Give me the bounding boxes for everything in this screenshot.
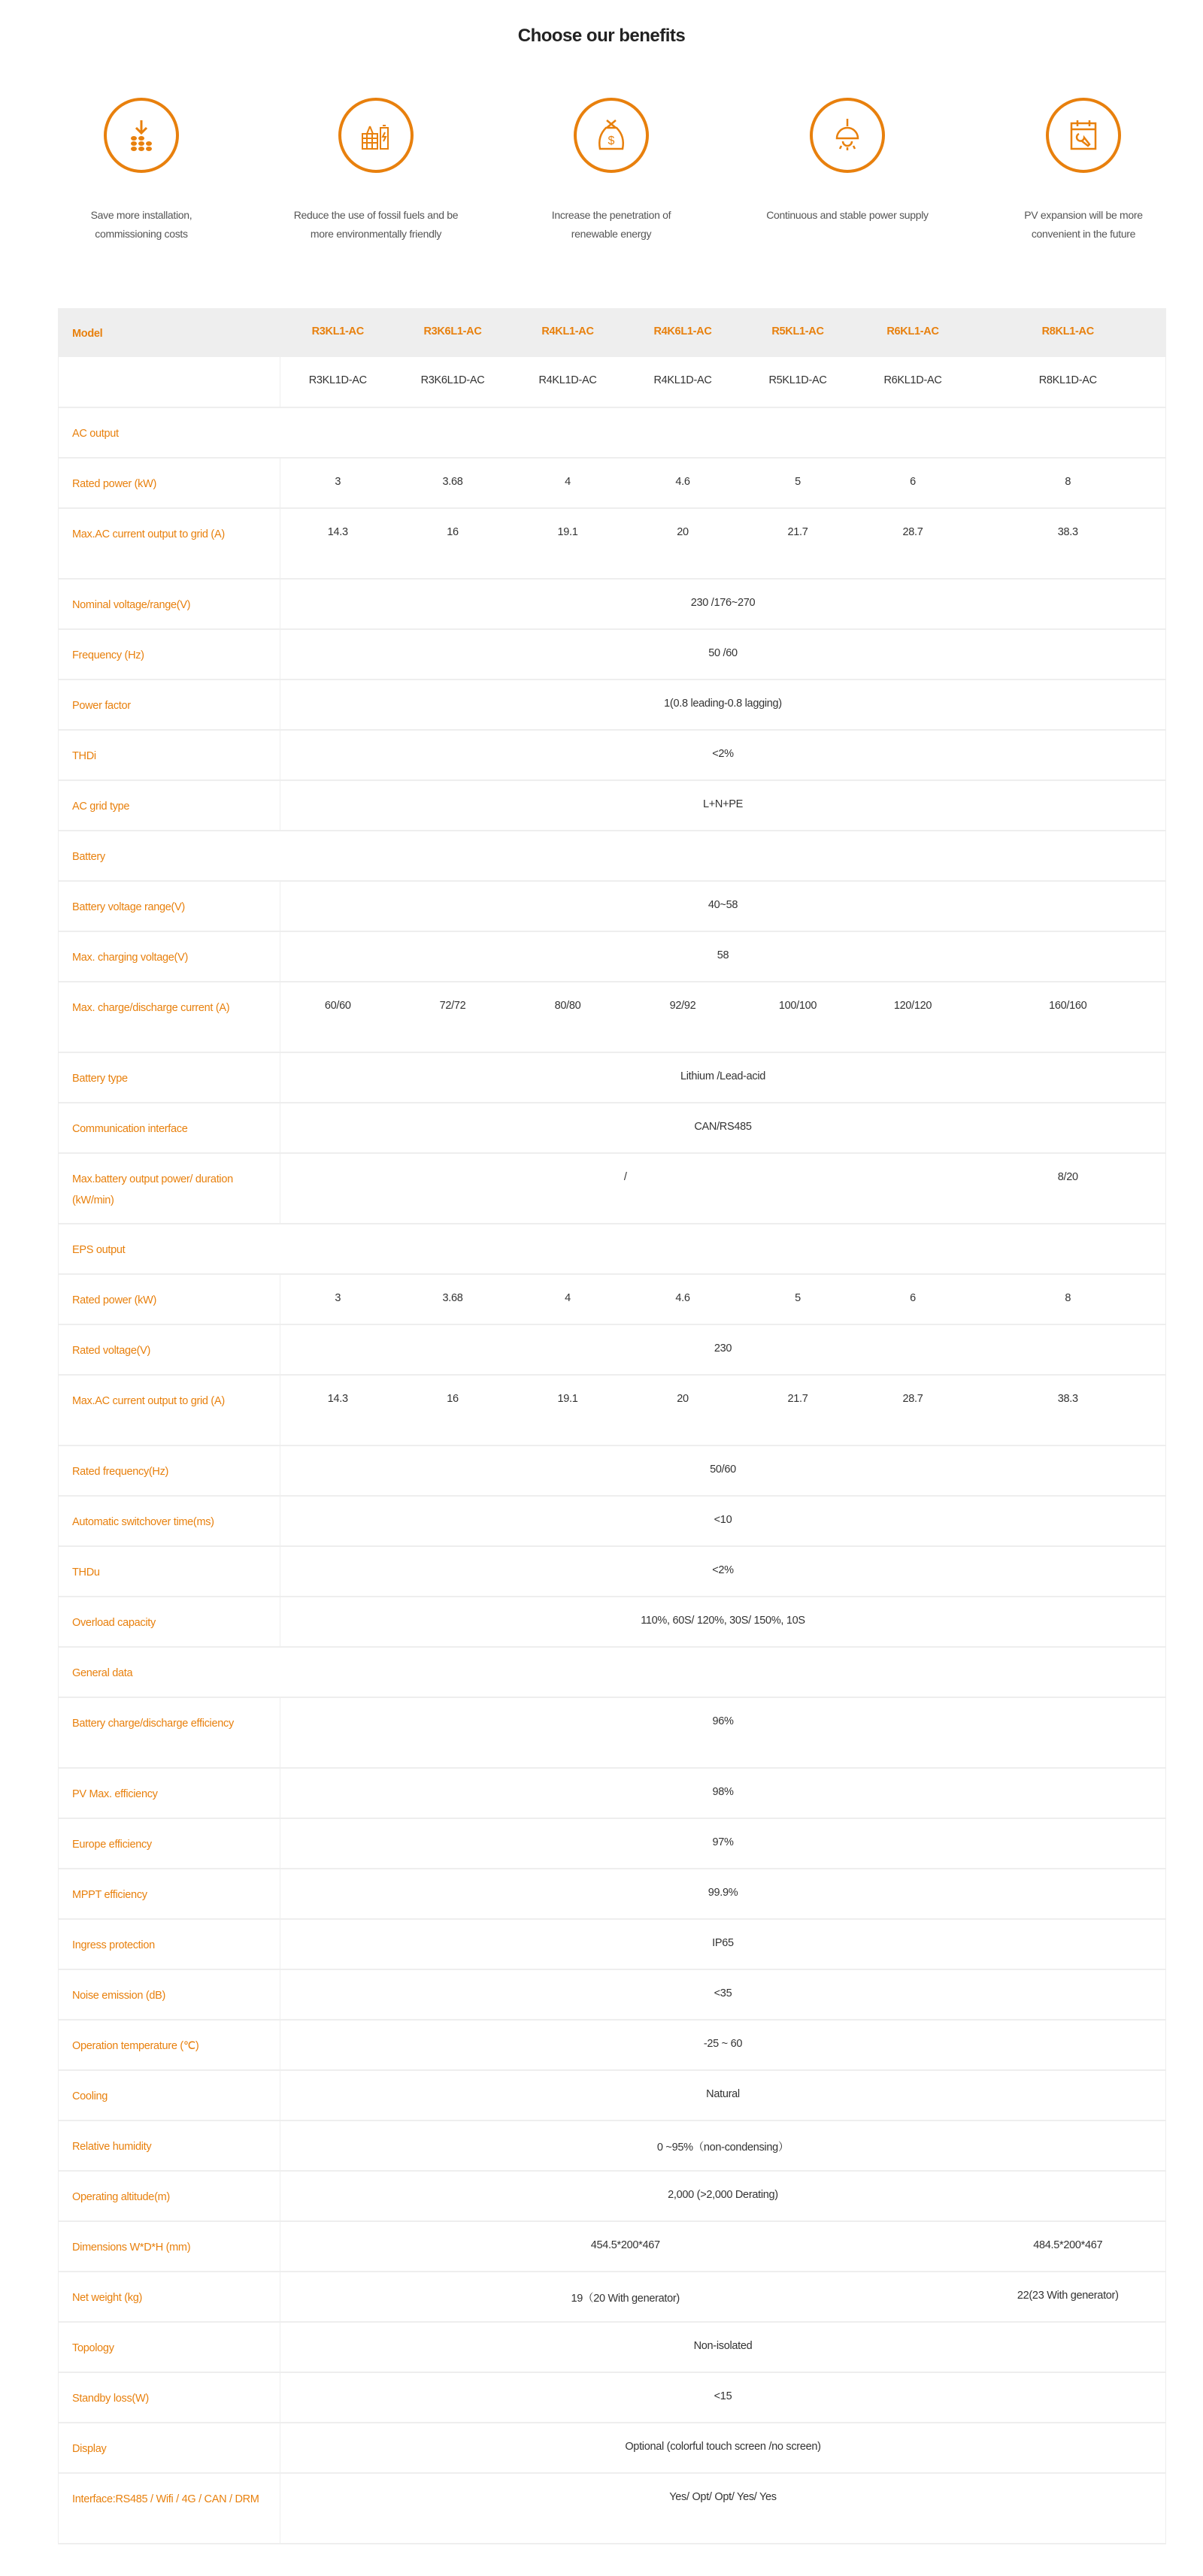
money-bag-icon <box>574 98 649 173</box>
cell-value-last: 8/20 <box>971 1153 1166 1224</box>
table-row <box>59 1768 1166 1818</box>
row-label: Max.battery output power/ duration (kW/min) <box>59 1153 280 1224</box>
table-row <box>59 1697 1166 1768</box>
header-label: Model <box>59 308 280 357</box>
section-label: General data <box>59 1647 1166 1697</box>
row-label: Relative humidity <box>59 2120 280 2171</box>
model-name: R3K6L1-AC <box>395 308 511 357</box>
table-row <box>59 629 1166 680</box>
table-row <box>59 579 1166 629</box>
row-label: MPPT efficiency <box>59 1869 280 1919</box>
row-label: THDu <box>59 1546 280 1597</box>
cell-value: 50/60 <box>280 1445 1166 1496</box>
row-label: Display <box>59 2423 280 2473</box>
cell-value: 96% <box>280 1697 1166 1768</box>
benefit-caption: Save more installation, commissioning costs <box>90 209 192 240</box>
row-label: Battery type <box>59 1052 280 1103</box>
cell-value: 97% <box>280 1818 1166 1869</box>
row-label: Max. charging voltage(V) <box>59 931 280 982</box>
submodel-name: R3KL1D-AC <box>280 357 395 407</box>
row-label: Noise emission (dB) <box>59 1969 280 2020</box>
table-row <box>59 2372 1166 2423</box>
cell-value: 5 <box>741 1274 856 1324</box>
submodel-name: R3K6L1D-AC <box>395 357 511 407</box>
submodel-name: R4KL1D-AC <box>626 357 741 407</box>
row-label: Standby loss(W) <box>59 2372 280 2423</box>
cell-value: <2% <box>280 1546 1166 1597</box>
cell-value: 14.3 <box>280 508 395 579</box>
row-label: Max.AC current output to grid (A) <box>59 508 280 579</box>
benefit-caption: Reduce the use of fossil fuels and be more environmentally friendly <box>293 209 459 240</box>
table-row <box>59 2322 1166 2372</box>
benefit-item <box>514 98 709 244</box>
table-row <box>59 2272 1166 2322</box>
row-label: Max.AC current output to grid (A) <box>59 1375 280 1445</box>
cell-value: <2% <box>280 730 1166 780</box>
cell-value: 100/100 <box>741 982 856 1052</box>
cell-value: 38.3 <box>971 508 1166 579</box>
table-row <box>59 2171 1166 2221</box>
cell-value: 3 <box>280 458 395 508</box>
table-row <box>59 1919 1166 1969</box>
row-label: Cooling <box>59 2070 280 2120</box>
section-label: EPS output <box>59 1224 1166 1274</box>
cell-value: L+N+PE <box>280 780 1166 831</box>
cell-value: Lithium /Lead-acid <box>280 1052 1166 1103</box>
table-row <box>59 1375 1166 1445</box>
cell-value: <15 <box>280 2372 1166 2423</box>
cell-value: 6 <box>856 1274 971 1324</box>
cell-value: 160/160 <box>971 982 1166 1052</box>
table-row <box>59 508 1166 579</box>
submodel-name: R6KL1D-AC <box>856 357 971 407</box>
cell-value-last: 484.5*200*467 <box>971 2221 1166 2272</box>
cell-value: 4 <box>511 1274 626 1324</box>
row-label: Automatic switchover time(ms) <box>59 1496 280 1546</box>
cell-value: 60/60 <box>280 982 395 1052</box>
table-row <box>59 2020 1166 2070</box>
row-label: Communication interface <box>59 1103 280 1153</box>
row-label: Frequency (Hz) <box>59 629 280 680</box>
benefit-caption: Continuous and stable power supply <box>766 209 929 221</box>
cell-value: 8 <box>971 458 1166 508</box>
calendar-wrench-icon <box>1046 98 1121 173</box>
table-row <box>59 1052 1166 1103</box>
table-row <box>59 1103 1166 1153</box>
cell-value-last: 22(23 With generator) <box>971 2272 1166 2322</box>
table-row <box>59 1274 1166 1324</box>
cell-value: Non-isolated <box>280 2322 1166 2372</box>
table-row <box>59 780 1166 831</box>
table-row <box>59 1324 1166 1375</box>
row-label: Power factor <box>59 680 280 730</box>
row-label: Topology <box>59 2322 280 2372</box>
submodel-name: R4KL1D-AC <box>511 357 626 407</box>
cell-value: 14.3 <box>280 1375 395 1445</box>
cell-value: 4.6 <box>626 458 741 508</box>
table-row <box>59 1445 1166 1496</box>
cell-value: 110%, 60S/ 120%, 30S/ 150%, 10S <box>280 1597 1166 1647</box>
row-label: Europe efficiency <box>59 1818 280 1869</box>
cell-value: 40~58 <box>280 881 1166 931</box>
cell-value: Yes/ Opt/ Opt/ Yes/ Yes <box>280 2473 1166 2544</box>
cell-value: 72/72 <box>395 982 511 1052</box>
model-name: R6KL1-AC <box>856 308 971 357</box>
section-row <box>59 831 1166 881</box>
table-row <box>59 982 1166 1052</box>
cell-value: 58 <box>280 931 1166 982</box>
cell-value: 19.1 <box>511 508 626 579</box>
cell-value: 38.3 <box>971 1375 1166 1445</box>
section-label: Battery <box>59 831 1166 881</box>
cell-value: 454.5*200*467 <box>280 2221 971 2272</box>
row-label: Rated frequency(Hz) <box>59 1445 280 1496</box>
cell-value: IP65 <box>280 1919 1166 1969</box>
table-row <box>59 1546 1166 1597</box>
table-row <box>59 2070 1166 2120</box>
table-header-row <box>59 308 1166 357</box>
row-label: Dimensions W*D*H (mm) <box>59 2221 280 2272</box>
row-label: Overload capacity <box>59 1597 280 1647</box>
cell-value: 8 <box>971 1274 1166 1324</box>
section-row <box>59 1647 1166 1697</box>
cell-value: 28.7 <box>856 508 971 579</box>
section-row <box>59 407 1166 458</box>
row-label: Nominal voltage/range(V) <box>59 579 280 629</box>
cell-value: 4 <box>511 458 626 508</box>
table-row <box>59 1818 1166 1869</box>
model-name: R4KL1-AC <box>511 308 626 357</box>
row-label: THDi <box>59 730 280 780</box>
cell-value: 21.7 <box>741 1375 856 1445</box>
cell-value: 16 <box>395 1375 511 1445</box>
cell-value: 3.68 <box>395 458 511 508</box>
cell-value: <10 <box>280 1496 1166 1546</box>
cell-value: 80/80 <box>511 982 626 1052</box>
table-row <box>59 1597 1166 1647</box>
row-label: Net weight (kg) <box>59 2272 280 2322</box>
cell-value: 230 /176~270 <box>280 579 1166 629</box>
row-label: Max. charge/discharge current (A) <box>59 982 280 1052</box>
cell-value: 50 /60 <box>280 629 1166 680</box>
submodel-row <box>59 357 1166 407</box>
cell-value: 19.1 <box>511 1375 626 1445</box>
row-label: Battery voltage range(V) <box>59 881 280 931</box>
row-label: Battery charge/discharge efficiency <box>59 1697 280 1768</box>
cell-value: 0 ~95%（non-condensing） <box>280 2120 1166 2171</box>
row-label: Interface:RS485 / Wifi / 4G / CAN / DRM <box>59 2473 280 2544</box>
cell-value: Optional (colorful touch screen /no screen) <box>280 2423 1166 2473</box>
benefit-item <box>750 98 945 225</box>
cell-value: 21.7 <box>741 508 856 579</box>
table-row <box>59 2423 1166 2473</box>
model-name: R5KL1-AC <box>741 308 856 357</box>
row-label: Operation temperature (℃) <box>59 2020 280 2070</box>
cell-value: / <box>280 1153 971 1224</box>
section-title: Choose our benefits <box>517 26 686 46</box>
row-label: AC grid type <box>59 780 280 831</box>
table-row <box>59 2221 1166 2272</box>
benefit-item <box>44 98 239 244</box>
table-row <box>59 1869 1166 1919</box>
model-name: R3KL1-AC <box>280 308 395 357</box>
table-row <box>59 730 1166 780</box>
benefit-item <box>986 98 1181 244</box>
section-label: AC output <box>59 407 1166 458</box>
coins-down-icon <box>104 98 179 173</box>
submodel-name: R8KL1D-AC <box>971 357 1166 407</box>
benefit-item <box>278 98 474 244</box>
cell-value: 5 <box>741 458 856 508</box>
cell-value: Natural <box>280 2070 1166 2120</box>
cell-value: 28.7 <box>856 1375 971 1445</box>
row-label: Operating altitude(m) <box>59 2171 280 2221</box>
row-label: Rated power (kW) <box>59 1274 280 1324</box>
table-row <box>59 1153 1166 1224</box>
solar-battery-icon <box>338 98 414 173</box>
cell-value: CAN/RS485 <box>280 1103 1166 1153</box>
empty-label <box>59 357 280 407</box>
cell-value: 6 <box>856 458 971 508</box>
cell-value: <35 <box>280 1969 1166 2020</box>
cell-value: 92/92 <box>626 982 741 1052</box>
cell-value: 4.6 <box>626 1274 741 1324</box>
table-row <box>59 1969 1166 2020</box>
benefit-caption: Increase the penetration of renewable energy <box>551 209 671 240</box>
cell-value: 1(0.8 leading-0.8 lagging) <box>280 680 1166 730</box>
submodel-name: R5KL1D-AC <box>741 357 856 407</box>
model-name: R8KL1-AC <box>971 308 1166 357</box>
cell-value: -25 ~ 60 <box>280 2020 1166 2070</box>
row-label: Ingress protection <box>59 1919 280 1969</box>
row-label: Rated power (kW) <box>59 458 280 508</box>
model-name: R4K6L1-AC <box>626 308 741 357</box>
cell-value: 16 <box>395 508 511 579</box>
row-label: PV Max. efficiency <box>59 1768 280 1818</box>
cell-value: 230 <box>280 1324 1166 1375</box>
cell-value: 3.68 <box>395 1274 511 1324</box>
benefits-list <box>0 98 1203 278</box>
cell-value: 120/120 <box>856 982 971 1052</box>
lamp-icon <box>810 98 885 173</box>
section-row <box>59 1224 1166 1274</box>
cell-value: 2,000 (>2,000 Derating) <box>280 2171 1166 2221</box>
row-label: Rated voltage(V) <box>59 1324 280 1375</box>
svg-text:$: $ <box>608 135 615 147</box>
table-row <box>59 931 1166 982</box>
cell-value: 20 <box>626 508 741 579</box>
table-row <box>59 881 1166 931</box>
spec-table <box>58 308 1166 2544</box>
cell-value: 99.9% <box>280 1869 1166 1919</box>
table-row <box>59 458 1166 508</box>
cell-value: 98% <box>280 1768 1166 1818</box>
cell-value: 19（20 With generator) <box>280 2272 971 2322</box>
table-row <box>59 2473 1166 2544</box>
benefit-caption: PV expansion will be more convenient in the future <box>1024 209 1143 240</box>
cell-value: 3 <box>280 1274 395 1324</box>
table-row <box>59 680 1166 730</box>
table-row <box>59 2120 1166 2171</box>
table-row <box>59 1496 1166 1546</box>
cell-value: 20 <box>626 1375 741 1445</box>
